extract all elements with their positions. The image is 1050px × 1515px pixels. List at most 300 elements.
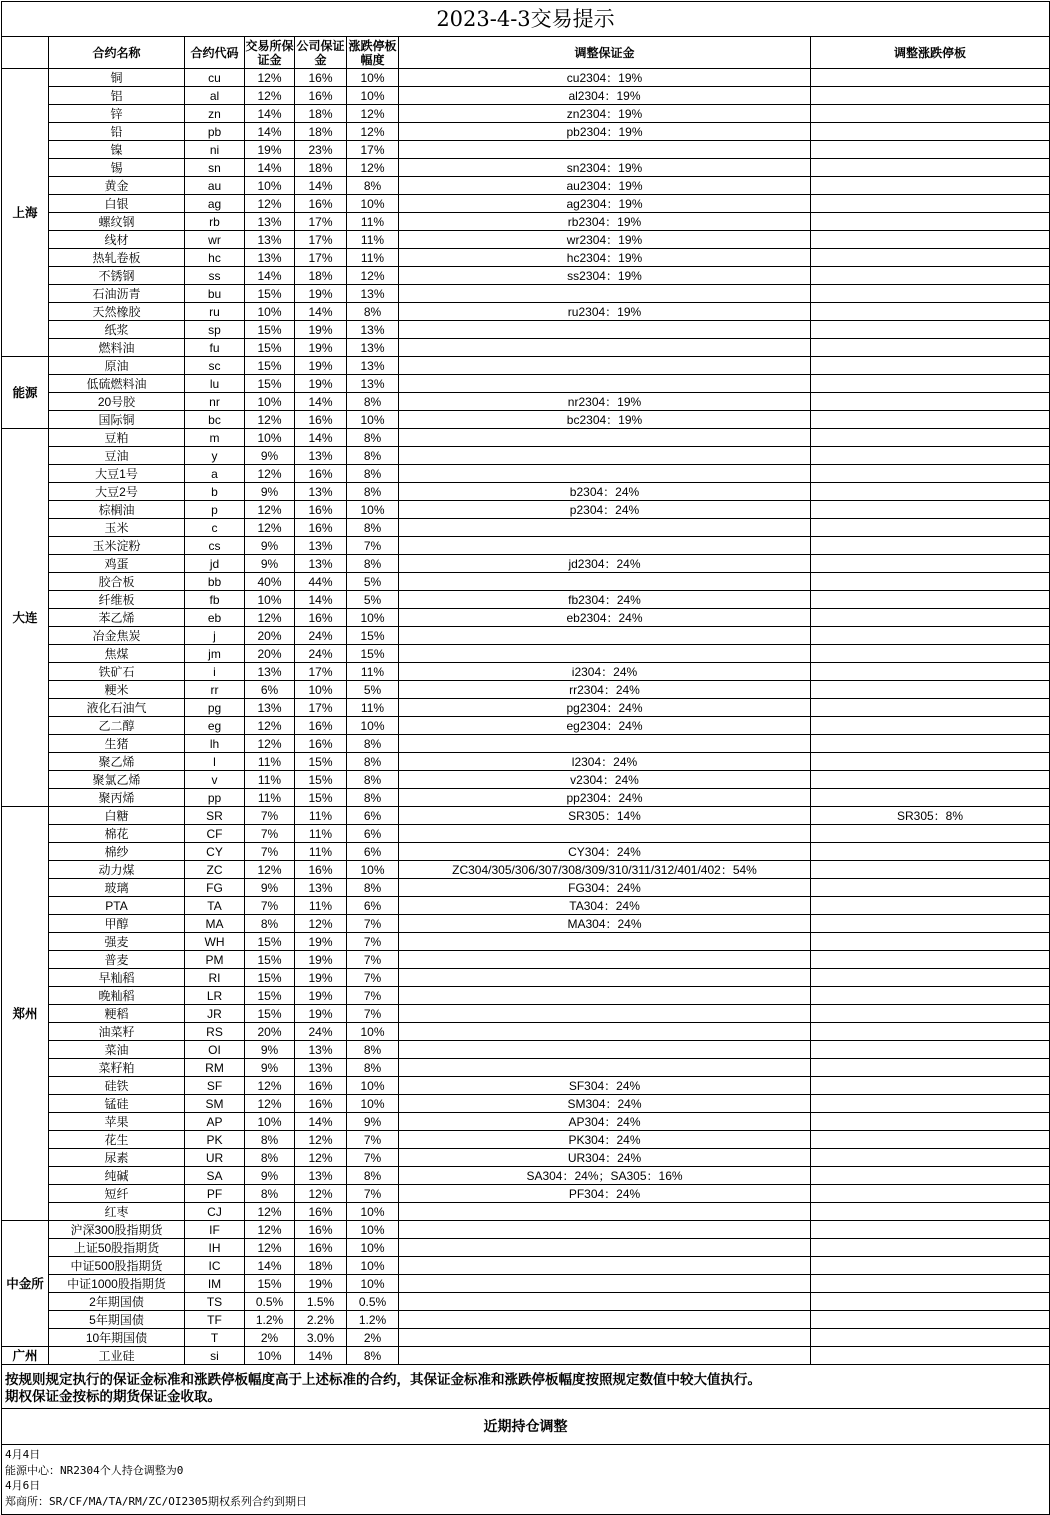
adjusted-margin-cell [399,1203,811,1221]
contract-name-cell: 红枣 [49,1203,185,1221]
contract-code-cell: pb [185,123,245,141]
contract-name-cell: 大豆2号 [49,483,185,501]
table-row [2,1311,1050,1329]
adjusted-limit-cell [811,717,1050,735]
price-limit-cell: 10% [347,861,399,879]
contract-name-cell: 玉米 [49,519,185,537]
contract-code-cell: SM [185,1095,245,1113]
exchange-margin-cell: 12% [245,87,295,105]
table-row [2,375,1050,393]
contract-code-cell: v [185,771,245,789]
contract-name-cell: 聚乙烯 [49,753,185,771]
table-row [2,105,1050,123]
table-row [2,447,1050,465]
adjusted-limit-cell [811,429,1050,447]
price-limit-cell: 8% [347,789,399,807]
table-row [2,1059,1050,1077]
table-row [2,789,1050,807]
adjusted-limit-cell [811,1185,1050,1203]
adjusted-limit-cell [811,861,1050,879]
price-limit-cell: 10% [347,609,399,627]
adjusted-margin-cell [399,1329,811,1347]
contract-code-cell: ni [185,141,245,159]
contract-code-cell: sp [185,321,245,339]
adjusted-margin-cell: CY304：24% [399,843,811,861]
contract-code-cell: zn [185,105,245,123]
contract-code-cell: WH [185,933,245,951]
price-limit-cell: 10% [347,69,399,87]
table-row [2,465,1050,483]
contract-name-cell: 硅铁 [49,1077,185,1095]
price-limit-cell: 15% [347,645,399,663]
contract-name-cell: 棕榈油 [49,501,185,519]
table-row [2,69,1050,87]
adjusted-margin-cell: UR304：24% [399,1149,811,1167]
company-margin-cell: 19% [295,375,347,393]
table-row [2,1167,1050,1185]
price-limit-cell: 8% [347,429,399,447]
exchange-margin-cell: 7% [245,825,295,843]
adjusted-margin-cell: hc2304：19% [399,249,811,267]
adjusted-limit-cell [811,339,1050,357]
contract-code-cell: pg [185,699,245,717]
contract-name-cell: 粳稻 [49,1005,185,1023]
table-row [2,357,1050,375]
company-margin-cell: 16% [295,1203,347,1221]
exchange-margin-cell: 13% [245,231,295,249]
adjusted-margin-cell: i2304：24% [399,663,811,681]
contract-code-cell: rr [185,681,245,699]
table-row [2,1275,1050,1293]
table-row [2,213,1050,231]
adjusted-margin-cell: l2304：24% [399,753,811,771]
table-row [2,1149,1050,1167]
adjusted-margin-cell [399,1275,811,1293]
contract-name-cell: 2年期国债 [49,1293,185,1311]
adjusted-limit-cell [811,393,1050,411]
adjusted-limit-cell [811,123,1050,141]
price-limit-cell: 10% [347,501,399,519]
adjusted-margin-cell [399,1311,811,1329]
exchange-margin-cell: 14% [245,123,295,141]
table-row [2,735,1050,753]
price-limit-cell: 8% [347,555,399,573]
adjusted-limit-cell [811,951,1050,969]
adjusted-margin-cell [399,1239,811,1257]
company-margin-cell: 14% [295,429,347,447]
table-row [2,987,1050,1005]
contract-name-cell: 甲醇 [49,915,185,933]
contract-name-cell: 苹果 [49,1113,185,1131]
contract-name-cell: 白银 [49,195,185,213]
contract-name-cell: 冶金焦炭 [49,627,185,645]
price-limit-cell: 0.5% [347,1293,399,1311]
company-margin-cell: 16% [295,465,347,483]
price-limit-cell: 7% [347,933,399,951]
exchange-margin-cell: 9% [245,555,295,573]
table-row [2,897,1050,915]
adjusted-limit-cell [811,411,1050,429]
adjusted-margin-cell: zn2304：19% [399,105,811,123]
adjusted-margin-cell: b2304：24% [399,483,811,501]
table-row [2,1347,1050,1365]
adjusted-margin-cell [399,447,811,465]
contract-name-cell: 白糖 [49,807,185,825]
adjusted-limit-cell [811,1275,1050,1293]
contract-name-cell: 石油沥青 [49,285,185,303]
note-line: 按规则规定执行的保证金标准和涨跌停板幅度高于上述标准的合约，其保证金标准和涨跌停板幅度按照规定数值中较大值执行。 [5,1372,761,1387]
company-margin-cell: 17% [295,213,347,231]
table-row [2,915,1050,933]
adjusted-limit-cell [811,177,1050,195]
contract-code-cell: jm [185,645,245,663]
exchange-margin-cell: 8% [245,915,295,933]
exchange-margin-cell: 9% [245,1041,295,1059]
contract-name-cell: 焦煤 [49,645,185,663]
company-margin-cell: 14% [295,1113,347,1131]
contract-code-cell: c [185,519,245,537]
exchange-margin-cell: 12% [245,1203,295,1221]
company-margin-cell: 16% [295,501,347,519]
price-limit-cell: 5% [347,573,399,591]
price-limit-cell: 10% [347,195,399,213]
adjusted-margin-cell [399,357,811,375]
adjusted-limit-cell [811,375,1050,393]
header-contract-code: 合约代码 [185,37,245,69]
contract-code-cell: RI [185,969,245,987]
company-margin-cell: 14% [295,177,347,195]
adjusted-limit-cell [811,1041,1050,1059]
adjusted-margin-cell: SF304：24% [399,1077,811,1095]
price-limit-cell: 5% [347,591,399,609]
table-row [2,1077,1050,1095]
price-limit-cell: 10% [347,1257,399,1275]
table-row [2,645,1050,663]
adjusted-limit-cell [811,1311,1050,1329]
adjusted-limit-cell [811,1059,1050,1077]
company-margin-cell: 3.0% [295,1329,347,1347]
company-margin-cell: 15% [295,789,347,807]
adjusted-margin-cell: au2304：19% [399,177,811,195]
exchange-margin-cell: 12% [245,465,295,483]
exchange-cell: 广州 [2,1347,49,1365]
exchange-margin-cell: 10% [245,1113,295,1131]
table-row [2,1257,1050,1275]
contract-code-cell: FG [185,879,245,897]
contract-name-cell: 短纤 [49,1185,185,1203]
price-limit-cell: 10% [347,1203,399,1221]
adjusted-margin-cell [399,429,811,447]
log-line: 4月4日 [5,1448,41,1461]
exchange-margin-cell: 7% [245,807,295,825]
adjusted-margin-cell [399,645,811,663]
contract-name-cell: 铜 [49,69,185,87]
exchange-margin-cell: 10% [245,177,295,195]
contract-code-cell: AP [185,1113,245,1131]
adjusted-margin-cell [399,735,811,753]
adjusted-margin-cell [399,537,811,555]
adjusted-margin-cell [399,1041,811,1059]
adjusted-limit-cell [811,249,1050,267]
contract-code-cell: CJ [185,1203,245,1221]
contract-code-cell: b [185,483,245,501]
contract-name-cell: 玉米淀粉 [49,537,185,555]
exchange-margin-cell: 12% [245,1095,295,1113]
exchange-margin-cell: 0.5% [245,1293,295,1311]
exchange-margin-cell: 8% [245,1149,295,1167]
exchange-margin-cell: 10% [245,1347,295,1365]
price-limit-cell: 11% [347,231,399,249]
adjusted-margin-cell: eb2304：24% [399,609,811,627]
contract-name-cell: 天然橡胶 [49,303,185,321]
contract-code-cell: hc [185,249,245,267]
contract-name-cell: 热轧卷板 [49,249,185,267]
adjusted-limit-cell [811,753,1050,771]
company-margin-cell: 19% [295,969,347,987]
price-limit-cell: 6% [347,807,399,825]
contract-code-cell: SR [185,807,245,825]
note-line: 期权保证金按标的期货保证金收取。 [5,1389,221,1404]
adjusted-limit-cell [811,591,1050,609]
adjusted-limit-cell [811,447,1050,465]
adjusted-margin-cell: ru2304：19% [399,303,811,321]
table-row [2,663,1050,681]
adjusted-limit-cell [811,1131,1050,1149]
exchange-margin-cell: 8% [245,1131,295,1149]
contract-code-cell: l [185,753,245,771]
contract-code-cell: au [185,177,245,195]
exchange-margin-cell: 13% [245,249,295,267]
adjusted-limit-cell [811,267,1050,285]
company-margin-cell: 2.2% [295,1311,347,1329]
adjusted-limit-cell [811,573,1050,591]
table-row [2,141,1050,159]
contract-code-cell: fu [185,339,245,357]
company-margin-cell: 13% [295,1041,347,1059]
log-line: 4月6日 [5,1479,41,1492]
contract-code-cell: SA [185,1167,245,1185]
table-row [2,825,1050,843]
company-margin-cell: 18% [295,159,347,177]
contract-code-cell: TA [185,897,245,915]
company-margin-cell: 11% [295,897,347,915]
adjusted-margin-cell [399,987,811,1005]
adjusted-limit-cell [811,699,1050,717]
contract-code-cell: ag [185,195,245,213]
exchange-cell: 中金所 [2,1221,49,1347]
exchange-margin-cell: 8% [245,1185,295,1203]
adjusted-margin-cell [399,1293,811,1311]
adjusted-limit-cell [811,321,1050,339]
company-margin-cell: 17% [295,231,347,249]
header-contract-name: 合约名称 [49,37,185,69]
contract-name-cell: PTA [49,897,185,915]
adjusted-margin-cell: PK304：24% [399,1131,811,1149]
contract-name-cell: 纯碱 [49,1167,185,1185]
adjusted-limit-cell [811,357,1050,375]
exchange-margin-cell: 12% [245,1221,295,1239]
contract-name-cell: 20号胶 [49,393,185,411]
exchange-margin-cell: 10% [245,591,295,609]
margin-table [1,36,1050,1365]
contract-name-cell: 工业硅 [49,1347,185,1365]
table-row [2,321,1050,339]
price-limit-cell: 8% [347,465,399,483]
contract-name-cell: 国际铜 [49,411,185,429]
contract-code-cell: jd [185,555,245,573]
adjusted-margin-cell: ss2304：19% [399,267,811,285]
contract-code-cell: RS [185,1023,245,1041]
exchange-margin-cell: 20% [245,645,295,663]
adjusted-margin-cell [399,375,811,393]
contract-code-cell: OI [185,1041,245,1059]
price-limit-cell: 10% [347,411,399,429]
adjusted-margin-cell: fb2304：24% [399,591,811,609]
adjusted-limit-cell [811,735,1050,753]
price-limit-cell: 8% [347,1167,399,1185]
log-line: 郑商所：SR/CF/MA/TA/RM/ZC/OI2305期权系列合约到期日 [5,1494,307,1508]
table-row [2,1041,1050,1059]
price-limit-cell: 13% [347,339,399,357]
table-row [2,537,1050,555]
adjusted-limit-cell [811,1293,1050,1311]
contract-name-cell: 10年期国债 [49,1329,185,1347]
price-limit-cell: 6% [347,843,399,861]
price-limit-cell: 7% [347,951,399,969]
exchange-margin-cell: 12% [245,609,295,627]
contract-code-cell: pp [185,789,245,807]
company-margin-cell: 13% [295,555,347,573]
company-margin-cell: 14% [295,303,347,321]
adjusted-limit-cell [811,555,1050,573]
price-limit-cell: 13% [347,357,399,375]
contract-name-cell: 豆油 [49,447,185,465]
company-margin-cell: 19% [295,357,347,375]
contract-code-cell: y [185,447,245,465]
exchange-margin-cell: 12% [245,735,295,753]
table-row [2,519,1050,537]
company-margin-cell: 16% [295,1239,347,1257]
price-limit-cell: 17% [347,141,399,159]
contract-name-cell: 鸡蛋 [49,555,185,573]
adjusted-limit-cell [811,915,1050,933]
table-row [2,1221,1050,1239]
contract-name-cell: 粳米 [49,681,185,699]
table-row [2,483,1050,501]
adjusted-limit-cell [811,627,1050,645]
recent-position-title: 近期持仓调整 [2,1409,1049,1445]
adjusted-limit-cell [811,933,1050,951]
contract-name-cell: 普麦 [49,951,185,969]
contract-name-cell: 菜籽粕 [49,1059,185,1077]
contract-code-cell: j [185,627,245,645]
contract-name-cell: 早籼稻 [49,969,185,987]
adjusted-margin-cell: PF304：24% [399,1185,811,1203]
contract-code-cell: ss [185,267,245,285]
adjusted-margin-cell: rb2304：19% [399,213,811,231]
company-margin-cell: 17% [295,249,347,267]
table-row [2,681,1050,699]
table-row [2,159,1050,177]
exchange-margin-cell: 12% [245,69,295,87]
price-limit-cell: 11% [347,213,399,231]
contract-name-cell: 锰硅 [49,1095,185,1113]
adjusted-limit-cell: SR305：8% [811,807,1050,825]
adjusted-limit-cell [811,69,1050,87]
adjusted-margin-cell: wr2304：19% [399,231,811,249]
table-row [2,843,1050,861]
contract-code-cell: UR [185,1149,245,1167]
contract-code-cell: JR [185,1005,245,1023]
contract-name-cell: 苯乙烯 [49,609,185,627]
contract-code-cell: MA [185,915,245,933]
price-limit-cell: 8% [347,1041,399,1059]
table-row [2,249,1050,267]
header-company-margin: 公司保证金 [296,38,345,67]
adjusted-limit-cell [811,285,1050,303]
contract-name-cell: 胶合板 [49,573,185,591]
contract-code-cell: bb [185,573,245,591]
exchange-margin-cell: 10% [245,393,295,411]
price-limit-cell: 12% [347,123,399,141]
table-row [2,609,1050,627]
adjusted-limit-cell [811,195,1050,213]
contract-code-cell: fb [185,591,245,609]
contract-name-cell: 沪深300股指期货 [49,1221,185,1239]
company-margin-cell: 10% [295,681,347,699]
adjusted-margin-cell: p2304：24% [399,501,811,519]
company-margin-cell: 15% [295,753,347,771]
adjusted-margin-cell: ag2304：19% [399,195,811,213]
price-limit-cell: 10% [347,87,399,105]
company-margin-cell: 18% [295,1257,347,1275]
table-row [2,591,1050,609]
table-row [2,627,1050,645]
exchange-cell: 郑州 [2,807,49,1221]
contract-code-cell: bu [185,285,245,303]
exchange-margin-cell: 15% [245,285,295,303]
contract-code-cell: PF [185,1185,245,1203]
price-limit-cell: 1.2% [347,1311,399,1329]
adjusted-margin-cell [399,519,811,537]
exchange-margin-cell: 12% [245,861,295,879]
table-body [2,69,1050,1365]
contract-code-cell: TS [185,1293,245,1311]
adjusted-limit-cell [811,879,1050,897]
page-title: 2023-4-3交易提示 [1,1,1050,37]
table-row [2,1293,1050,1311]
table-header-row [2,37,1050,69]
price-limit-cell: 10% [347,1077,399,1095]
adjusted-margin-cell [399,1005,811,1023]
adjusted-limit-cell [811,159,1050,177]
adjusted-margin-cell: pg2304：24% [399,699,811,717]
adjusted-limit-cell [811,465,1050,483]
exchange-margin-cell: 11% [245,753,295,771]
contract-code-cell: CF [185,825,245,843]
adjusted-limit-cell [811,825,1050,843]
price-limit-cell: 7% [347,537,399,555]
company-margin-cell: 16% [295,735,347,753]
adjusted-limit-cell [811,987,1050,1005]
header-adjusted-margin: 调整保证金 [399,37,811,69]
adjusted-margin-cell [399,933,811,951]
company-margin-cell: 12% [295,1131,347,1149]
contract-name-cell: 5年期国债 [49,1311,185,1329]
exchange-margin-cell: 15% [245,1275,295,1293]
adjusted-margin-cell [399,465,811,483]
price-limit-cell: 8% [347,177,399,195]
